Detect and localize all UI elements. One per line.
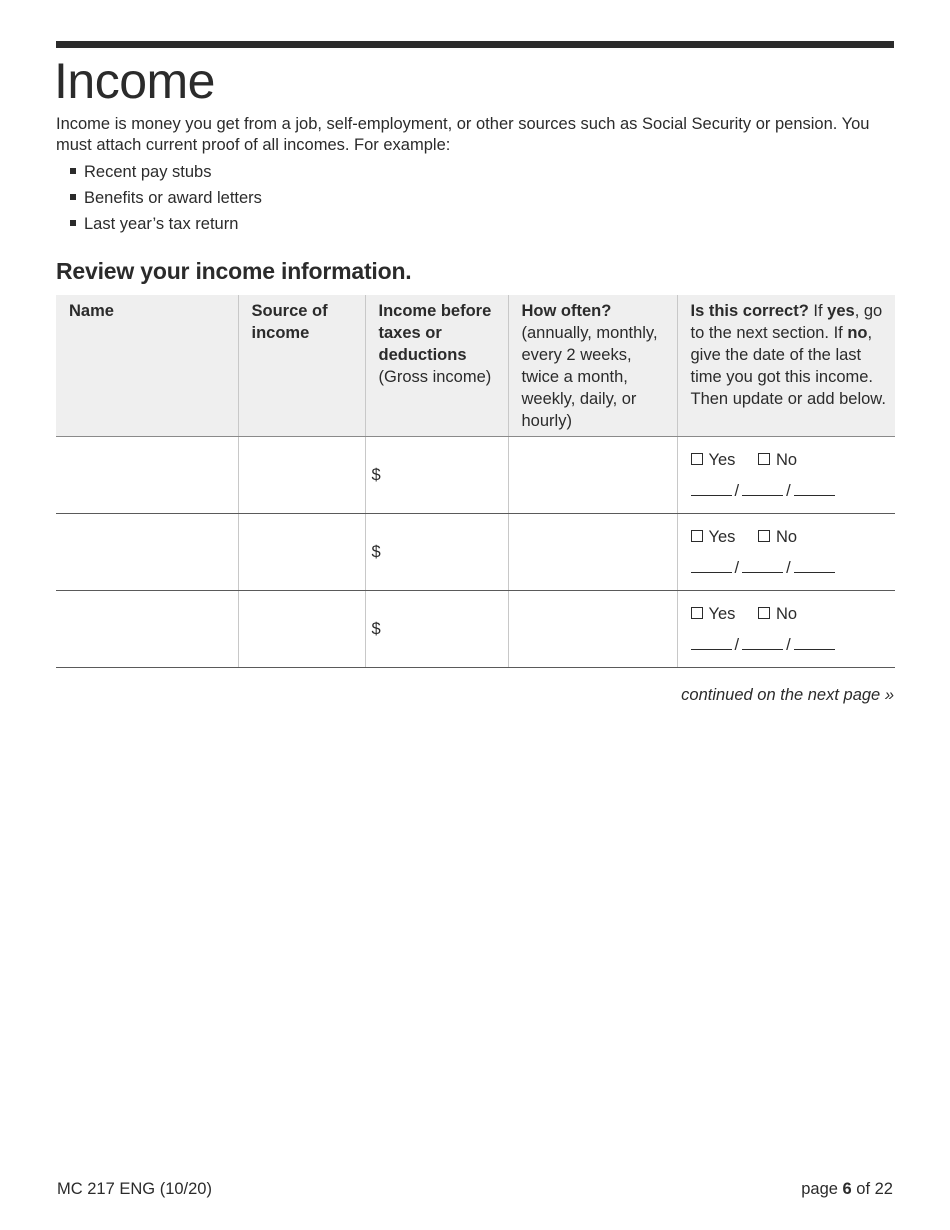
- top-rule: [56, 41, 894, 48]
- page-title: Income: [54, 53, 215, 109]
- no-checkbox[interactable]: No: [758, 526, 797, 548]
- square-bullet-icon: [70, 220, 76, 226]
- intro-text: Income is money you get from a job, self-employment, or other sources such as Social Security or pension. You must attach current proof of all incomes. For example:: [56, 115, 870, 154]
- list-item: Recent pay stubs: [56, 160, 262, 186]
- checkbox-icon: [691, 530, 703, 542]
- name-cell[interactable]: [56, 514, 238, 591]
- table-row: [56, 437, 895, 514]
- checkbox-icon: [758, 453, 770, 465]
- list-item: Benefits or award letters: [56, 186, 262, 212]
- table-row: [56, 591, 895, 668]
- is-correct-cell: [677, 591, 895, 668]
- checkbox-icon: [758, 530, 770, 542]
- name-cell[interactable]: [56, 437, 238, 514]
- income-cell[interactable]: $: [365, 437, 508, 514]
- how-often-cell[interactable]: [508, 591, 677, 668]
- review-heading: Review your income information.: [56, 258, 412, 284]
- how-often-cell[interactable]: [508, 437, 677, 514]
- yes-checkbox[interactable]: Yes: [691, 526, 736, 548]
- list-item: Last year’s tax return: [56, 212, 262, 238]
- header-how-often: How often? (annually, monthly, every 2 weeks, twice a month, weekly, daily, or hourly): [508, 295, 677, 437]
- last-date-field[interactable]: / /: [691, 480, 890, 502]
- source-cell[interactable]: [238, 514, 365, 591]
- is-correct-cell: [677, 514, 895, 591]
- how-often-cell[interactable]: [508, 514, 677, 591]
- no-checkbox[interactable]: No: [758, 449, 797, 471]
- square-bullet-icon: [70, 168, 76, 174]
- table-row: [56, 514, 895, 591]
- is-correct-cell: [677, 437, 895, 514]
- checkbox-icon: [691, 453, 703, 465]
- examples-list: [56, 160, 262, 238]
- header-is-correct: Is this correct? If yes, go to the next section. If no, give the date of the last time you got this income. Then update or add below.: [677, 295, 895, 437]
- square-bullet-icon: [70, 194, 76, 200]
- checkbox-icon: [758, 607, 770, 619]
- yes-checkbox[interactable]: Yes: [691, 449, 736, 471]
- income-cell[interactable]: $: [365, 514, 508, 591]
- source-cell[interactable]: [238, 437, 365, 514]
- income-table: [56, 295, 895, 668]
- continued-note: continued on the next page »: [681, 686, 894, 704]
- checkbox-icon: [691, 607, 703, 619]
- no-checkbox[interactable]: No: [758, 603, 797, 625]
- name-cell[interactable]: [56, 591, 238, 668]
- header-source: Source of income: [238, 295, 365, 437]
- page-number: page 6 of 22: [801, 1180, 893, 1198]
- form-id: MC 217 ENG (10/20): [57, 1180, 212, 1198]
- source-cell[interactable]: [238, 591, 365, 668]
- header-name: Name: [56, 295, 238, 437]
- table-header-row: [56, 295, 895, 437]
- last-date-field[interactable]: / /: [691, 634, 890, 656]
- header-income: Income before taxes or deductions (Gross income): [365, 295, 508, 437]
- income-cell[interactable]: $: [365, 591, 508, 668]
- last-date-field[interactable]: / /: [691, 557, 890, 579]
- yes-checkbox[interactable]: Yes: [691, 603, 736, 625]
